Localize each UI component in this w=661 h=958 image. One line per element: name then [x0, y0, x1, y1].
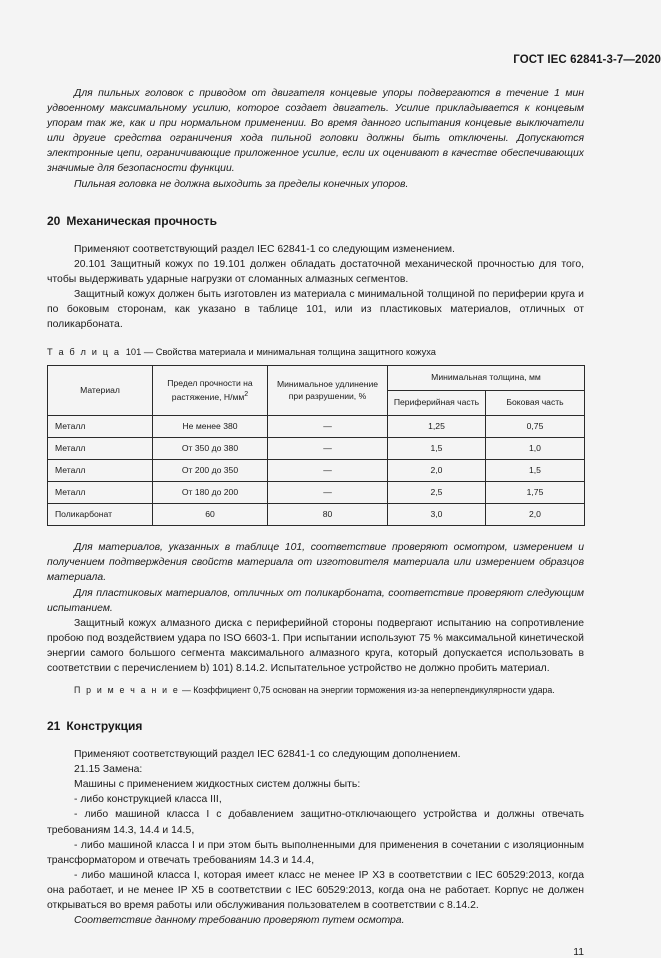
header-elongation-line2: при разрушении, % [288, 390, 367, 401]
cell-peripheral: 2,0 [388, 460, 486, 482]
spacer-before-table [47, 332, 584, 346]
cell-material: Металл [48, 416, 153, 438]
section-21-bullet-2: - либо машиной класса I с добавлением защитно-отключающего устройства и должны отвечать требованиям 14.3, 14.4 и 14.5, [47, 809, 584, 836]
cell-side: 0,75 [486, 416, 585, 438]
section-21-paragraph-3: Машины с применением жидкостных систем должны быть: [74, 779, 361, 791]
table-101-caption [47, 346, 584, 359]
header-tensile-superscript: 2 [244, 391, 249, 399]
section-21-heading [47, 718, 584, 734]
section-20-paragraph-4: Для материалов, указанных в таблице 101, соответствие проверяют осмотром, измерением и получением подтверждения свойств материала от изготовителя материала или измерением образцов материала. [47, 542, 584, 584]
section-20-number: 20 [47, 213, 61, 228]
note-text: — Коэффициент 0,75 основан на энергии торможения из-за неперпендикулярности удара. [179, 685, 555, 696]
cell-side: 2,0 [486, 504, 585, 526]
section-20-paragraph-2: 20.101 Защитный кожух по 19.101 должен обладать достаточной механической прочностью для того, чтобы выдерживать ударные нагрузки от сломанных алмазных сегментов. [47, 258, 584, 285]
spacer-after-section-20-heading [47, 229, 584, 242]
section-20-heading [47, 213, 584, 229]
cell-tensile: От 200 до 350 [153, 460, 268, 482]
section-20-paragraph-3: Защитный кожух должен быть изготовлен из материала с минимальной толщиной по периферии круга и по боковым сторонам, как указано в таблице 101, или из пластиковых материалов, отличных от поликарбоната. [47, 288, 584, 331]
header-tensile-line1: Предел прочности на [167, 377, 253, 388]
table-row [48, 416, 585, 438]
cell-tensile: 60 [153, 504, 268, 526]
spacer-before-section-21 [47, 697, 584, 718]
table-101 [47, 365, 585, 526]
cell-side: 1,5 [486, 460, 585, 482]
header-tensile-strength [153, 366, 268, 416]
cell-elongation: 80 [268, 504, 388, 526]
intro-paragraph-1: Для пильных головок с приводом от двигателя концевые упоры подвергаются в течение 1 мин удвоенному максимальному усилию, которое создает двигатель. Усилие прикладывается к концевым упорам так же, как и при нормальном применении. Во время данного испытания концевые выключатели или другие средства ограничения хода пильной головки должны быть отключены. Допускаются электронные цепи, ограничивающие приложенное усилие, если их оценивают в качестве обеспечивающих значимые для безопасности функции. [47, 88, 584, 175]
cell-side: 1,75 [486, 482, 585, 504]
cell-material: Поликарбонат [48, 504, 153, 526]
intro-paragraph-2: Пильная головка не должна выходить за пределы конечных упоров. [74, 178, 409, 190]
table-row [48, 504, 585, 526]
page-number: 11 [573, 947, 584, 958]
spacer-before-folio [47, 928, 584, 940]
table-101-body [48, 416, 585, 526]
header-peripheral-part: Периферийная часть [388, 391, 486, 416]
cell-peripheral: 1,25 [388, 416, 486, 438]
table-caption-label: Т а б л и ц а [47, 347, 121, 358]
section-20-paragraph-5: Для пластиковых материалов, отличных от поликарбоната, соответствие проверяют следующим испытанием. [47, 587, 584, 614]
table-row [48, 482, 585, 504]
cell-elongation: — [268, 438, 388, 460]
page-content [47, 0, 584, 958]
note-label: П р и м е ч а н и е [74, 685, 180, 696]
section-21-paragraph-1: Применяют соответствующий раздел IEC 62841-1 со следующим дополнением. [74, 749, 461, 761]
running-header: ГОСТ IEC 62841-3-7—2020 [513, 54, 661, 66]
cell-tensile: Не менее 380 [153, 416, 268, 438]
section-21-bullet-3: - либо машиной класса I и при этом быть выполненными для применения в сочетании с изоляционным трансформатором и отвечать требованиям 14.3 и 14.4, [47, 839, 584, 866]
cell-peripheral: 2,5 [388, 482, 486, 504]
table-row [48, 438, 585, 460]
section-21-bullet-4: - либо машиной класса I, которая имеет класс не менее IP X3 в соответствии с IEC 60529:2013, когда она работает, и не менее IP X5 в соответствии с IEC 60529:2013, когда она не работает. Корпус не должен открываться во время работы или обслуживания пользователем в соответствии с 8.14.2. [47, 869, 584, 911]
section-21-paragraph-4: Соответствие данному требованию проверяют путем осмотра. [74, 915, 405, 927]
section-21-title: Конструкция [66, 719, 143, 734]
spacer-before-section-20 [47, 192, 584, 213]
cell-elongation: — [268, 482, 388, 504]
header-thickness-group: Минимальная толщина, мм [388, 366, 585, 391]
section-21-bullet-1: - либо конструкцией класса III, [74, 794, 222, 806]
section-21-number: 21 [47, 719, 61, 734]
cell-material: Металл [48, 438, 153, 460]
table-header-row-1 [48, 366, 585, 391]
table-caption-number: 101 [125, 347, 142, 358]
table-row [48, 460, 585, 482]
section-20-title: Механическая прочность [66, 213, 217, 228]
header-elongation-line1: Минимальное удлинение [276, 379, 379, 390]
header-side-part: Боковая часть [486, 391, 585, 416]
cell-tensile: От 180 до 200 [153, 482, 268, 504]
cell-side: 1,0 [486, 438, 585, 460]
table-101-head [48, 366, 585, 416]
section-20-paragraph-6: Защитный кожух алмазного диска с периферийной стороны подвергают испытанию на сопротивление пробою под воздействием удара по ISO 6603-1. При испытании используют 75 % максимальной кинетической энергии самого большого сегмента максимального алмазного круга, который допускается использовать в соответствии с перечислением b) 101) 8.14.2. Испытательное устройство не должно пробить материал. [47, 617, 584, 674]
header-elongation [268, 366, 388, 416]
cell-tensile: От 350 до 380 [153, 438, 268, 460]
section-21-paragraph-2: 21.15 Замена: [74, 764, 143, 776]
cell-peripheral: 3,0 [388, 504, 486, 526]
header-spacer [47, 0, 584, 86]
section-20-note [47, 684, 584, 697]
spacer-before-note [47, 676, 584, 684]
spacer-after-table [47, 526, 584, 540]
section-20-paragraph-1: Применяют соответствующий раздел IEC 62841-1 со следующим изменением. [74, 243, 455, 255]
cell-material: Металл [48, 460, 153, 482]
spacer-after-section-21-heading [47, 734, 584, 747]
header-tensile-line2: растяжение, Н/мм [171, 392, 245, 403]
cell-elongation: — [268, 460, 388, 482]
header-material: Материал [48, 366, 153, 416]
table-caption-text: — Свойства материала и минимальная толщина защитного кожуха [143, 347, 436, 358]
cell-elongation: — [268, 416, 388, 438]
cell-peripheral: 1,5 [388, 438, 486, 460]
cell-material: Металл [48, 482, 153, 504]
